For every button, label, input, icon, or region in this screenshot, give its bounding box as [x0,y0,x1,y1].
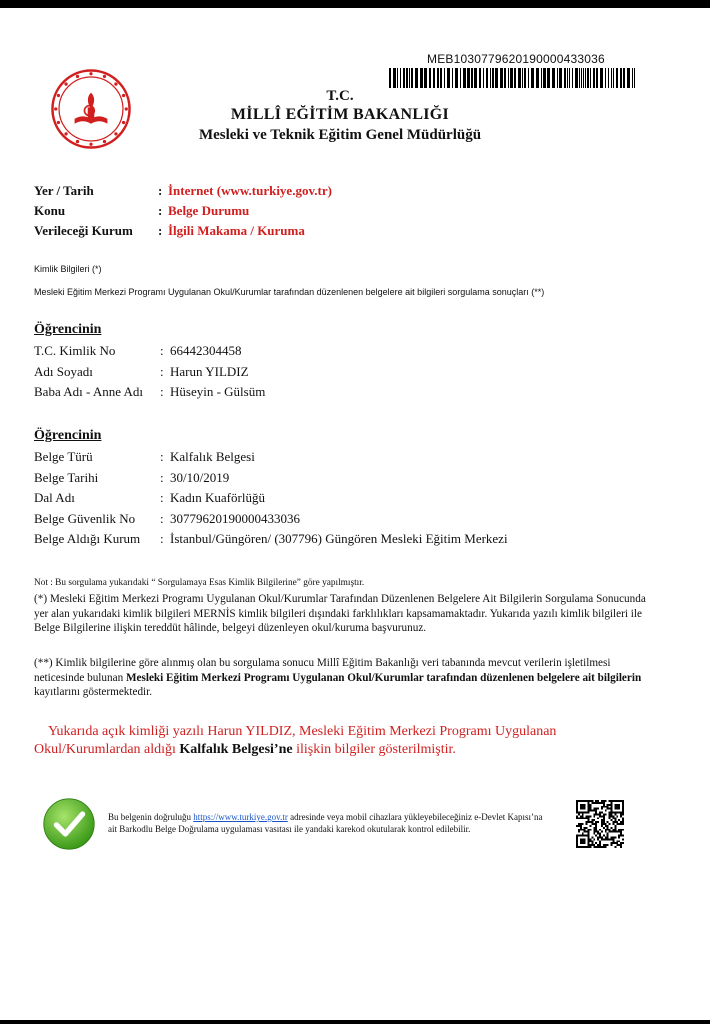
note-text: kayıtlarını göstermektedir. [34,686,153,698]
verification-text [108,811,548,835]
meta-row-location: Yer / Tarih : İnternet (www.turkiye.gov.tr) [34,183,332,203]
header-directorate: Mesleki ve Teknik Eğitim Genel Müdürlüğü [198,127,482,143]
meta-table [34,183,332,243]
note-bold-text: Mesleki Eğitim Merkezi Programı Uygulanan Okul/Kurumlar tarafından düzenlenen belgelere ait bilgilerin [125,671,642,684]
field-label: Belge Aldığı Kurum [34,531,141,546]
meta-value: İlgili Makama / Kuruma [168,223,305,238]
field-label: Belge Güvenlik No [34,510,136,526]
field-label: Belge Türü [34,449,93,464]
field-value: Kalfalık Belgesi [170,449,255,464]
meta-row-subject: Konu : Belge Durumu [34,203,332,223]
header-tc: T.C. [326,88,354,104]
verification-suffix: adresinde veya mobil cihazlara yükleyebileceğiniz e-Devlet Kapısı’na ait Barkodlu Belge Doğrulama uygulaması vasıtası ile yandaki karekod okutularak kontrol edilebilir. [108,812,543,834]
table-row: Belge Türü : Kalfalık Belgesi [34,449,508,470]
meta-label: Yer / Tarih [34,183,94,198]
meta-value: Belge Durumu [168,203,250,218]
table-row: Belge Tarihi : 30/10/2019 [34,470,508,491]
meta-value: İnternet (www.turkiye.gov.tr) [168,183,332,198]
field-label: Dal Adı [34,490,75,505]
meta-label: Verileceği Kurum [34,223,133,238]
statement-bold-text: Kalfalık Belgesi’ne [179,742,293,757]
table-row: Dal Adı : Kadın Kuaförlüğü [34,490,508,511]
table-row: Belge Aldığı Kurum : İstanbul/Güngören/ (307796) Güngören Mesleki Eğitim Merkezi [34,531,508,552]
field-label: Belge Tarihi [34,469,99,485]
bottom-edge-bar [0,1020,710,1024]
verification-prefix: Bu belgenin doğruluğu [108,812,194,822]
field-value: Kadın Kuaförlüğü [170,490,265,505]
field-label: T.C. Kimlik No [34,343,116,358]
field-label: Baba Adı - Anne Adı [34,384,144,399]
verified-check-icon [42,797,96,851]
document-id: MEB1030779620190000433036 [427,52,605,66]
header-ministry: MİLLÎ EĞİTİM BAKANLIĞI [230,106,450,123]
field-value: 66442304458 [170,343,242,358]
field-value: 30779620190000433036 [170,510,300,526]
qr-code [576,800,624,848]
identity-heading: Kimlik Bilgileri (*) [34,264,102,274]
barcode [389,68,635,88]
top-edge-bar [0,0,710,8]
certificate-table [34,449,508,552]
statement-text: ilişkin bilgiler gösterilmiştir. [292,742,456,757]
field-value: 30/10/2019 [170,469,230,485]
query-description: Mesleki Eğitim Merkezi Programı Uygulanan Okul/Kurumlar tarafından düzenlenen belgelere ait bilgileri sorgulama sonuçları (**) [34,287,545,297]
student-table [34,343,265,405]
table-row: T.C. Kimlik No : 66442304458 [34,343,265,364]
note-line: Not : Bu sorgulama yukarıdaki “ Sorgulamaya Esas Kimlik Bilgilerine” göre yapılmıştır. [34,578,365,588]
note-star: (*) Mesleki Eğitim Merkezi Programı Uygulanan Okul/Kurumlar Tarafından Düzenlenen Belgelere Ait Bilgilerin Sorgulama Sonucunda yer alan yukarıdaki kimlik bilgileri MERNİS kimlik bilgileri dışındaki farklılıkları kapsamamaktadır. Yukarıda yazılı kimlik bilgileri ile Belge Bilgilerine ilişkin tereddüt hâlinde, belgeyi düzenleyen okul/kuruma başvurunuz. [34,593,646,634]
note-text: (**) Kimlik bilgilerine göre alınmış olan bu sorgulama sonucu Millî Eğitim Bakanlığı veri tabanında mevcut verilerin işletilmesi neticesinde bulunan [34,657,611,684]
field-value: İstanbul/Güngören/ (307796) Güngören Mesleki Eğitim Merkezi [170,531,508,546]
meta-row-recipient: Verileceği Kurum : İlgili Makama / Kuruma [34,223,332,243]
statement [34,723,634,759]
note-double-star [34,656,654,700]
field-value: Harun YILDIZ [170,363,249,379]
student-heading: Öğrencinin [34,322,102,337]
certificate-heading: Öğrencinin [34,428,102,443]
verification-link[interactable]: https://www.turkiye.gov.tr [193,812,288,822]
ministry-logo-icon [50,68,132,150]
field-label: Adı Soyadı [34,363,93,379]
table-row: Adı Soyadı : Harun YILDIZ [34,364,265,385]
meta-label: Konu [34,203,66,218]
table-row: Baba Adı - Anne Adı : Hüseyin - Gülsüm [34,384,265,405]
field-value: Hüseyin - Gülsüm [170,384,266,399]
statement-text: Yukarıda açık kimliği yazılı Harun YILDIZ, Mesleki Eğitim Merkezi Programı Uygulanan Okul/Kurumlardan aldığı [34,724,557,757]
table-row: Belge Güvenlik No : 30779620190000433036 [34,511,508,532]
